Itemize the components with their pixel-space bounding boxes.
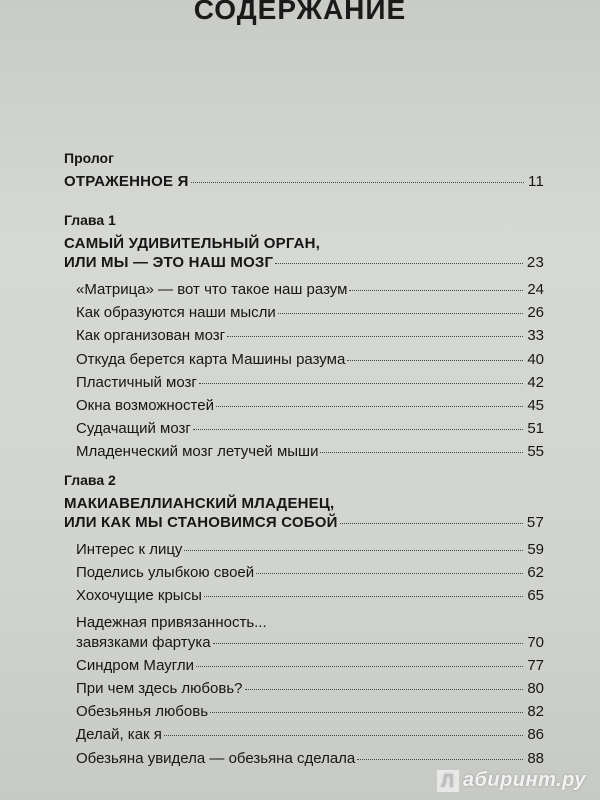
entry-title: ИЛИ КАК МЫ СТАНОВИМСЯ СОБОЙ bbox=[64, 514, 338, 531]
page-number: 86 bbox=[527, 726, 544, 744]
entry-title: Интерес к лицу bbox=[76, 541, 183, 558]
toc-entry bbox=[76, 420, 544, 443]
toc-entry bbox=[76, 374, 544, 397]
entry-title: «Матрица» — вот что такое наш разум bbox=[76, 281, 348, 298]
leader-dots bbox=[213, 643, 524, 644]
entry-title: Как образуются наши мысли bbox=[76, 304, 276, 322]
page-number: 45 bbox=[527, 396, 544, 414]
page-number: 82 bbox=[527, 703, 544, 721]
leader-dots bbox=[320, 452, 523, 453]
entry-title: завязками фартука bbox=[76, 633, 211, 651]
chapter-1-entries bbox=[64, 281, 544, 467]
page-number: 80 bbox=[527, 679, 544, 697]
entry-title: Пластичный мозг bbox=[76, 373, 197, 391]
entry-title: Судачащий мозг bbox=[76, 420, 191, 438]
toc-entry bbox=[76, 587, 544, 610]
chapter-1-heading-line1: САМЫЙ УДИВИТЕЛЬНЫЙ ОРГАН, bbox=[64, 235, 321, 252]
page-number: 57 bbox=[526, 514, 544, 531]
entry-title: Окна возможностей bbox=[76, 396, 214, 414]
chapter-2-entries bbox=[64, 541, 544, 773]
entry-title: Поделись улыбкою своей bbox=[76, 564, 255, 582]
toc-entry bbox=[76, 351, 544, 374]
leader-dots bbox=[357, 759, 523, 760]
entry-title: ИЛИ МЫ — ЭТО НАШ МОЗГ bbox=[64, 254, 274, 271]
chapter-2-heading-line2 bbox=[64, 513, 544, 536]
entry-title: Откуда берется карта Машины разума bbox=[76, 350, 346, 368]
toc-entry bbox=[76, 281, 544, 304]
entry-title: Хохочущие крысы bbox=[76, 587, 202, 605]
labirint-logo-icon: Л bbox=[437, 770, 459, 792]
toc-entry-line1: Надежная привязанность... bbox=[76, 613, 267, 631]
page-number: 51 bbox=[527, 420, 544, 438]
toc-entry bbox=[76, 657, 544, 680]
leader-dots bbox=[191, 182, 524, 183]
leader-dots bbox=[347, 360, 523, 361]
prologue-label: Пролог bbox=[64, 150, 114, 166]
toc-entry bbox=[76, 327, 544, 350]
chapter-1-heading-line2 bbox=[64, 253, 544, 276]
entry-title: При чем здесь любовь? bbox=[76, 679, 243, 697]
chapter-1-label: Глава 1 bbox=[64, 212, 116, 228]
chapter-2-label: Глава 2 bbox=[64, 472, 116, 488]
labirint-watermark bbox=[437, 769, 586, 792]
page-number: 24 bbox=[527, 281, 544, 298]
leader-dots bbox=[184, 550, 523, 551]
page-number: 77 bbox=[527, 656, 544, 674]
entry-title: Обезьяна увидела — обезьяна сделала bbox=[76, 749, 356, 767]
chapter-1-section bbox=[64, 212, 544, 467]
page-number: 26 bbox=[527, 304, 544, 322]
page-title: СОДЕРЖАНИЕ bbox=[193, 0, 407, 25]
toc-entry bbox=[76, 443, 544, 466]
leader-dots bbox=[193, 429, 523, 430]
leader-dots bbox=[349, 290, 523, 291]
leader-dots bbox=[256, 573, 523, 574]
page-number: 11 bbox=[528, 173, 544, 190]
leader-dots bbox=[210, 712, 523, 713]
entry-title: Делай, как я bbox=[76, 726, 162, 744]
entry-title: Обезьянья любовь bbox=[76, 703, 209, 721]
leader-dots bbox=[245, 689, 524, 690]
leader-dots bbox=[196, 666, 523, 667]
page-number: 33 bbox=[527, 327, 544, 345]
page-number: 59 bbox=[527, 541, 544, 558]
toc-entry bbox=[76, 703, 544, 726]
page-number: 88 bbox=[527, 749, 544, 767]
page-number: 65 bbox=[527, 587, 544, 605]
prologue-entry bbox=[64, 172, 544, 195]
page-number: 55 bbox=[527, 443, 544, 461]
leader-dots bbox=[204, 596, 523, 597]
leader-dots bbox=[164, 735, 523, 736]
toc-entry bbox=[76, 680, 544, 703]
toc-entry bbox=[76, 726, 544, 749]
toc-entry bbox=[76, 541, 544, 564]
chapter-2-heading-line1: МАКИАВЕЛЛИАНСКИЙ МЛАДЕНЕЦ, bbox=[64, 495, 335, 512]
leader-dots bbox=[340, 523, 523, 524]
leader-dots bbox=[216, 406, 523, 407]
page-number: 42 bbox=[527, 373, 544, 391]
chapter-2-section bbox=[64, 472, 544, 773]
page-number: 70 bbox=[527, 633, 544, 651]
leader-dots bbox=[199, 383, 523, 384]
entry-title: ОТРАЖЕННОЕ Я bbox=[64, 173, 189, 190]
toc-entry bbox=[76, 564, 544, 587]
entry-title: Синдром Маугли bbox=[76, 656, 195, 674]
watermark-text: абиринт.ру bbox=[462, 769, 586, 791]
leader-dots bbox=[227, 336, 523, 337]
toc-entry bbox=[76, 634, 544, 657]
toc-entry bbox=[76, 304, 544, 327]
page-number: 62 bbox=[527, 564, 544, 582]
page-number: 23 bbox=[526, 254, 544, 271]
entry-title: Младенческий мозг летучей мыши bbox=[76, 443, 319, 461]
page-number: 40 bbox=[527, 350, 544, 368]
toc-entry bbox=[76, 397, 544, 420]
leader-dots bbox=[275, 263, 523, 264]
leader-dots bbox=[278, 313, 524, 314]
prologue-section bbox=[64, 150, 544, 195]
entry-title: Как организован мозг bbox=[76, 327, 226, 345]
